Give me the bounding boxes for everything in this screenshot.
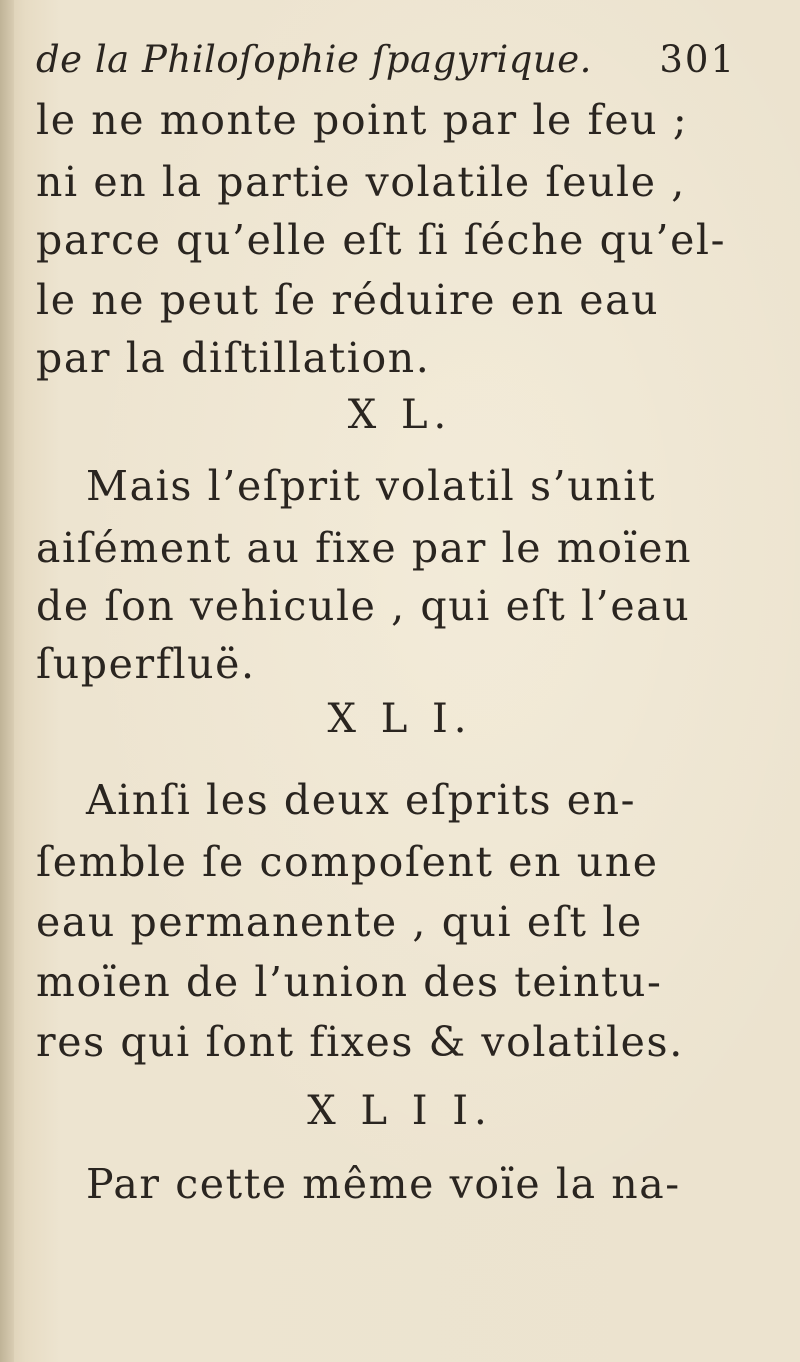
running-title: de la Philoſophie ſpagyrique. [36,38,592,81]
text-line: ſuperfluë. [36,640,256,688]
text-line: par la diſtillation. [36,334,431,382]
text-line: le ne monte point par le feu ; [36,96,689,144]
section-heading: X L I. [327,696,473,742]
page-number: 301 [659,38,736,81]
text-line: Ainſi les deux eſprits en- [86,776,637,824]
text-line: res qui ſont fixes & volatiles. [36,1018,684,1066]
page-gutter [0,0,14,1362]
text-line: le ne peut ſe réduire en eau [36,276,660,324]
text-line: moïen de l’union des teintu- [36,958,663,1006]
text-line: Par cette même voïe la na- [86,1160,681,1208]
text-line: parce qu’elle eſt ſi ſéche qu’el- [36,216,727,264]
text-line: ſemble ſe compoſent en une [36,838,659,886]
running-header [36,38,736,81]
text-line: eau permanente , qui eſt le [36,898,643,946]
text-line: Mais l’eſprit volatil s’unit [86,462,657,510]
text-line: de ſon vehicule , qui eſt l’eau [36,582,691,630]
text-line: aiſément au fixe par le moïen [36,524,693,572]
section-heading: X L. [347,392,453,438]
section-heading: X L I I. [307,1088,493,1134]
text-line: ni en la partie volatile ſeule , [36,158,686,206]
